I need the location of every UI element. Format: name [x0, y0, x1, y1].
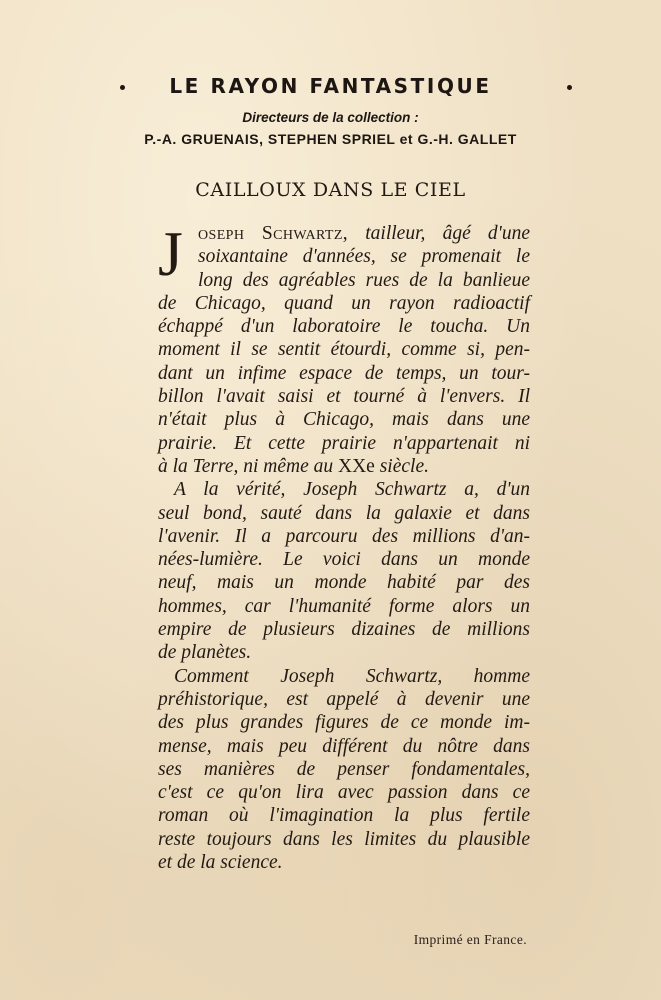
blurb-line-text: à la Terre, ni même au — [158, 455, 334, 477]
blurb-line: échappé d'un laboratoire le toucha. Un — [158, 316, 530, 338]
blurb-line: de Chicago, quand un rayon radioactif — [158, 292, 530, 314]
blurb-line: dant un infime espace de temps, un tour- — [158, 362, 530, 384]
blurb-line: billon l'avait saisi et tourné à l'envers. Il — [158, 386, 530, 408]
imprint-notice: Imprimé en France. — [413, 932, 527, 947]
blurb-line: des plus grandes figures de ce monde im- — [158, 712, 530, 734]
bullet-dot-icon — [567, 85, 572, 90]
blurb-line: mense, mais peu différent du nôtre dans — [158, 735, 530, 757]
blurb-line: c'est ce qu'on lira avec passion dans ce — [158, 782, 530, 804]
blurb-line — [158, 222, 530, 245]
century-numeral: XXe — [333, 455, 375, 477]
directors-label: Directeurs de la collection : — [242, 110, 419, 125]
blurb-text — [158, 218, 530, 874]
blurb-line: roman où l'imagination la plus fertile — [158, 805, 530, 827]
blurb-line: seul bond, sauté dans la galaxie et dans — [158, 502, 530, 524]
blurb-line-text: tailleur, âgé d'une — [348, 223, 530, 244]
book-title: CAILLOUX DANS LE CIEL — [195, 179, 466, 201]
blurb-line: de planètes. — [158, 642, 252, 664]
blurb-line: nées-lumière. Le voici dans un monde — [158, 549, 530, 571]
blurb-line: et de la science. — [158, 852, 283, 874]
blurb-line: neuf, mais un monde habité par des — [158, 572, 530, 594]
blurb-line: moment il se sentit étourdi, comme si, pen- — [158, 339, 530, 361]
blurb-line: hommes, car l'humanité forme alors un — [158, 595, 530, 617]
blurb-line: Comment Joseph Schwartz, homme — [174, 665, 530, 687]
blurb-line: l'avenir. Il a parcouru des millions d'an- — [158, 525, 530, 547]
directors-names: P.-A. GRUENAIS, STEPHEN SPRIEL et G.-H. GALLET — [144, 131, 517, 147]
blurb-line: prairie. Et cette prairie n'appartenait ni — [158, 432, 530, 454]
blurb-line: préhistorique, est appelé à devenir une — [158, 688, 530, 710]
blurb-line — [158, 455, 530, 478]
blurb-line-text: siècle. — [374, 455, 429, 477]
blurb-line: long des agréables rues de la banlieue — [198, 269, 530, 291]
blurb-line: ses manières de penser fondamentales, — [158, 758, 530, 780]
series-title: LE RAYON FANTASTIQUE — [169, 74, 492, 98]
blurb-line: empire de plusieurs dizaines de millions — [158, 619, 530, 641]
author-name-smallcaps: oseph Schwartz, — [198, 223, 349, 244]
blurb-line: A la vérité, Joseph Schwartz a, d'un — [174, 479, 530, 501]
series-header — [0, 74, 661, 104]
blurb-line: n'était plus à Chicago, mais dans une — [158, 409, 530, 431]
blurb-line: reste toujours dans les limites du plausible — [158, 828, 530, 850]
drop-cap: J — [158, 218, 183, 289]
blurb-line: soixantaine d'années, se promenait le — [198, 246, 530, 268]
